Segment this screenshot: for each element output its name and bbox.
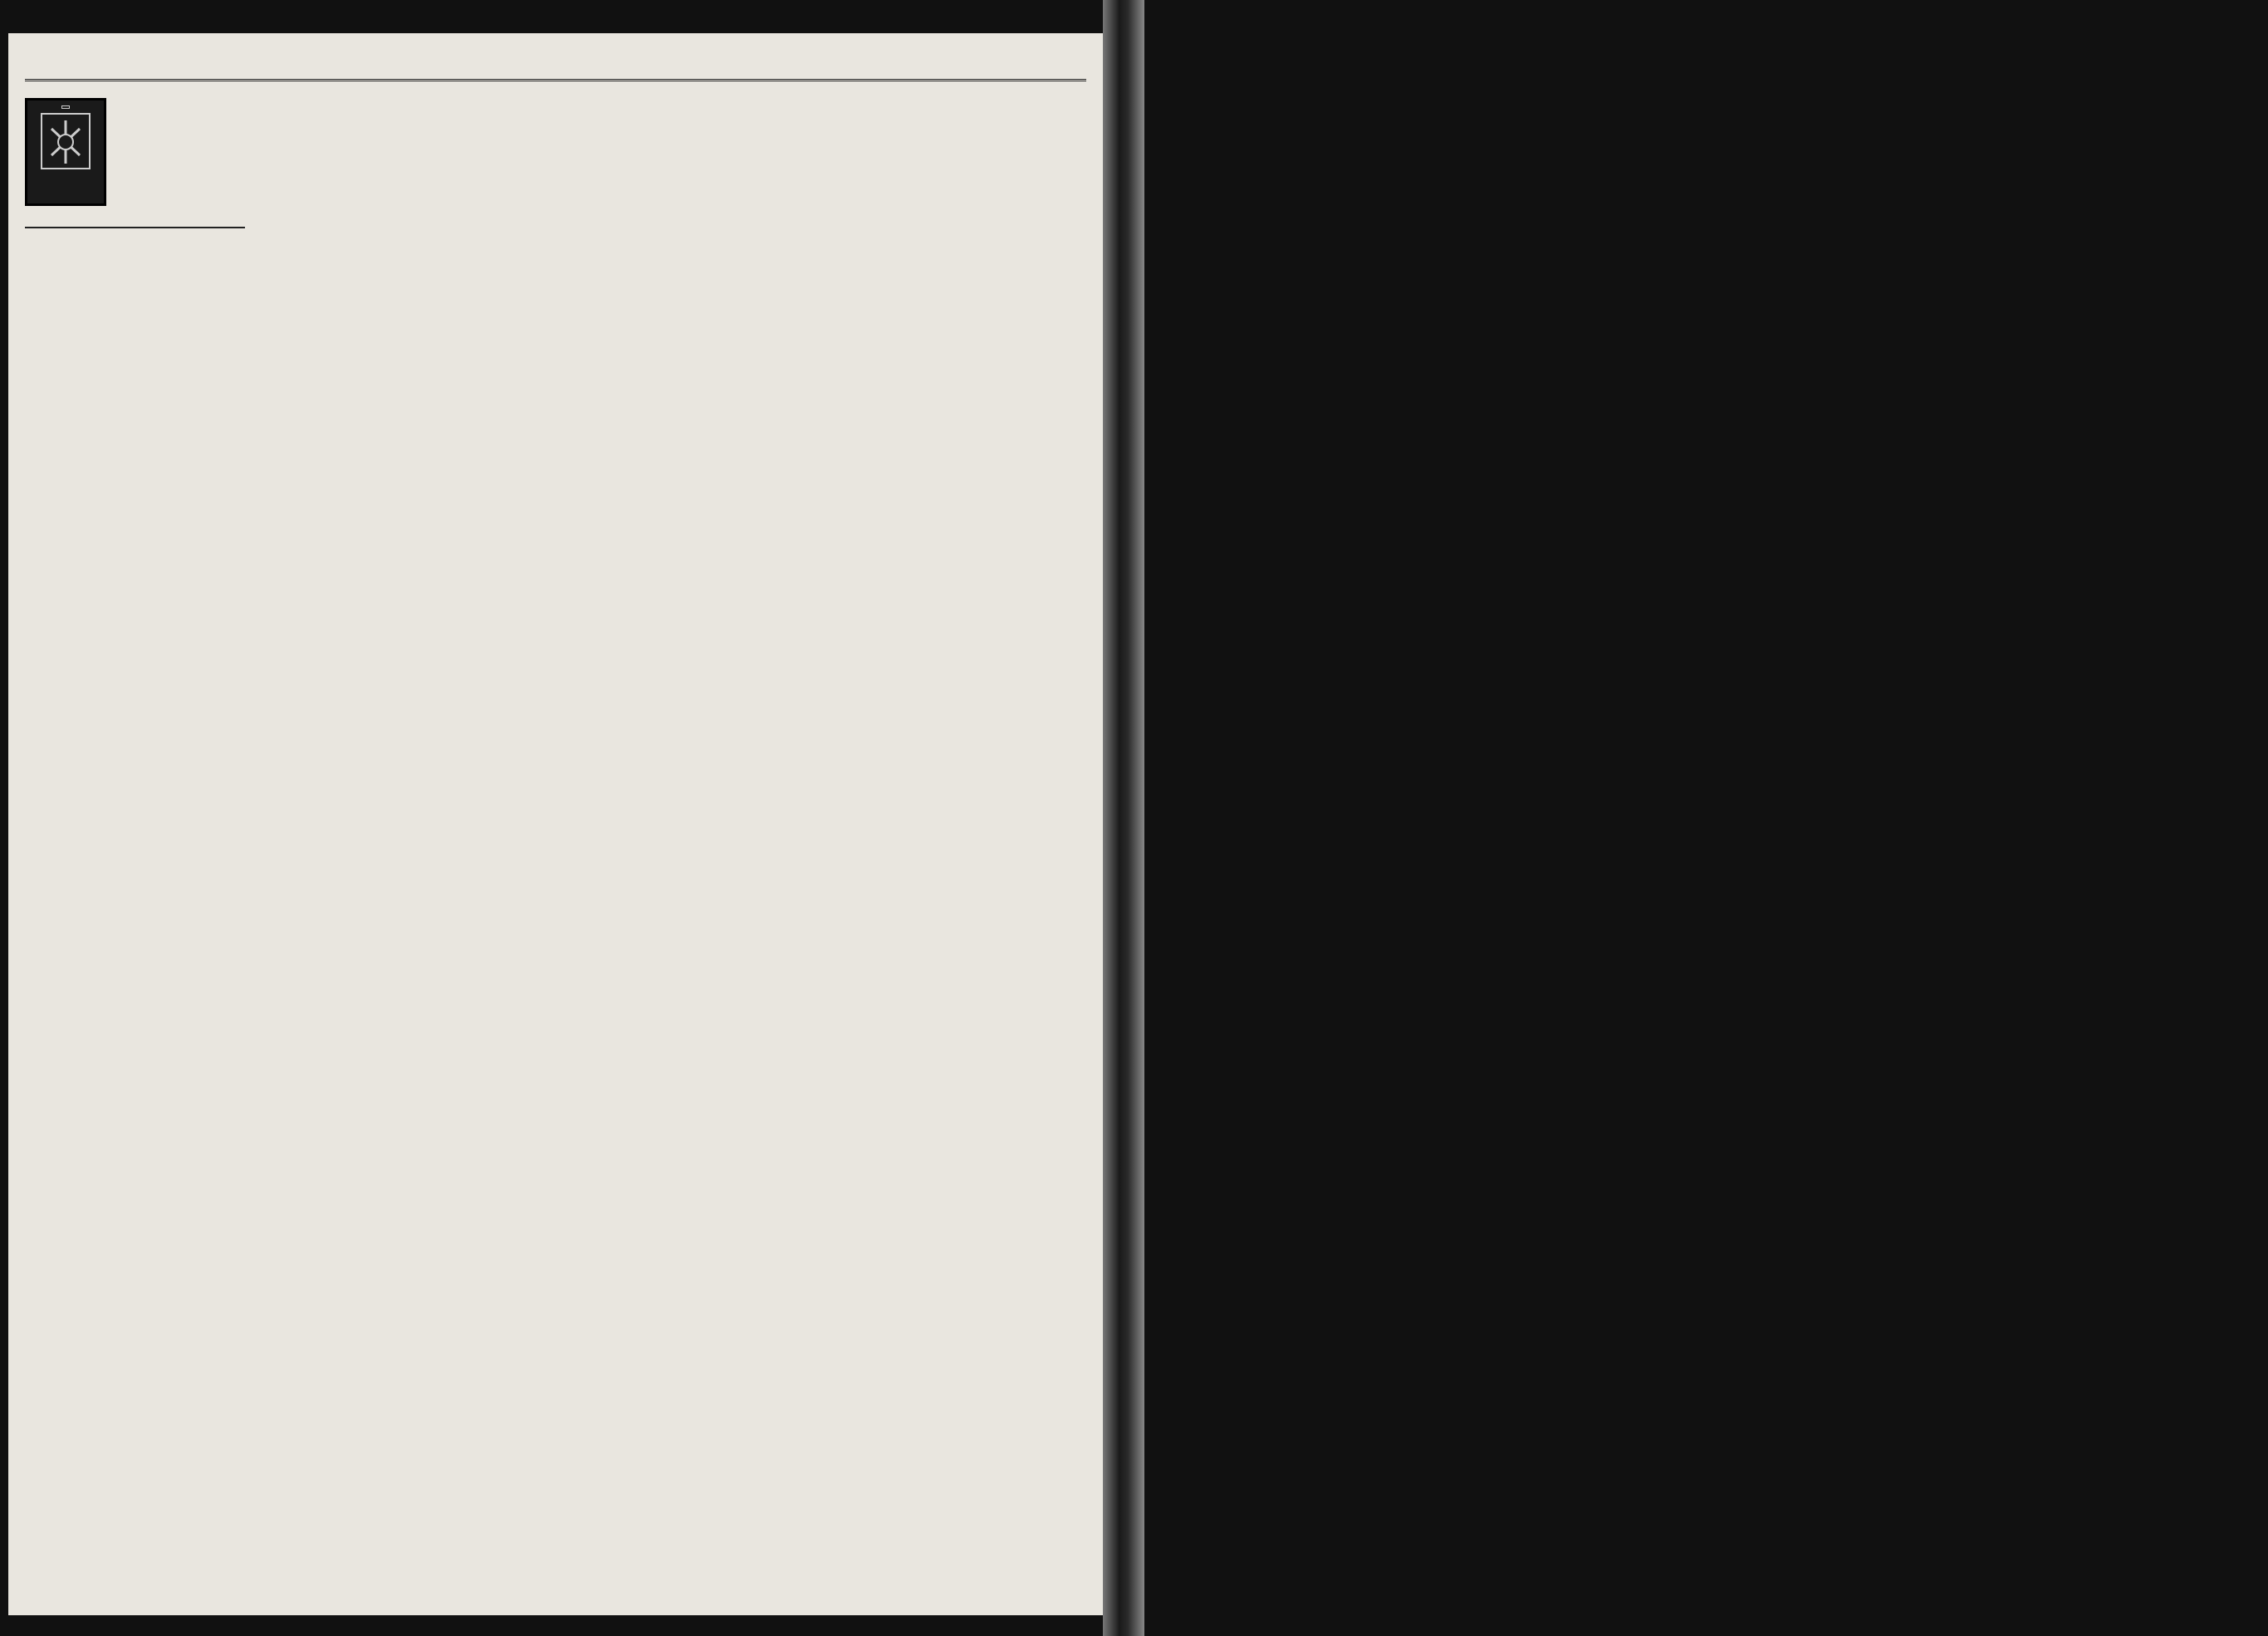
falange-emblem [25,98,106,206]
page-gutter [1103,0,1144,1636]
left-page-header [25,63,1086,81]
falange-title [113,98,245,256]
left-page [8,33,1103,1615]
falange-header [25,98,245,256]
left-col-1 [25,98,245,1609]
yoke-arrows-icon [38,109,93,175]
